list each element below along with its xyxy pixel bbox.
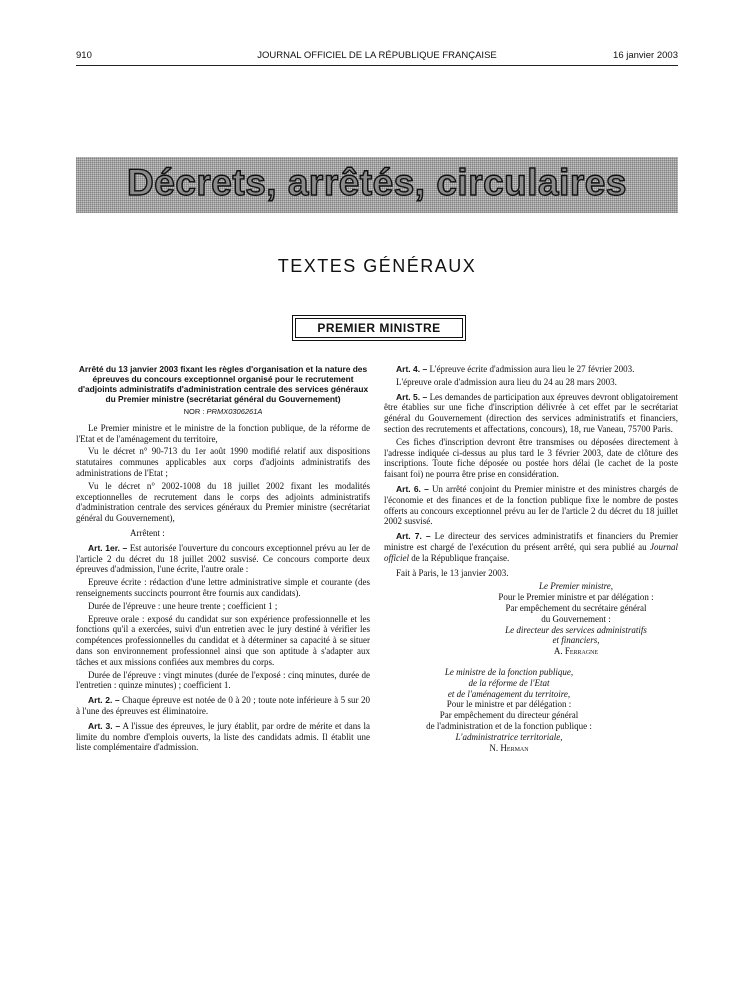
article-text: Les demandes de participation aux épreuves devront obligatoirement être établies sur une fiche d'inscription délivrée à cet effet par le secrétariat général du Gouvernement (direction des services administratifs et financiers, section des recrutements et affectations, concours), 18, rue Vaneau, 75700 Paris. bbox=[384, 391, 678, 434]
arrete-title: Arrêté du 13 janvier 2003 fixant les règles d'organisation et la nature des épreuves du concours exceptionnel organisé pour le recrutement d'adjoints administratifs d'administration centrale des services généraux du Premier ministre (secrétariat général du Gouvernement) bbox=[77, 364, 369, 404]
page-number: 910 bbox=[76, 50, 92, 61]
article-3 bbox=[76, 721, 370, 753]
delegation-line: Par empêchement du directeur général bbox=[439, 710, 579, 721]
signatory-name: N. Herman bbox=[489, 742, 529, 753]
signatory-role: et de l'aménagement du territoire, bbox=[447, 688, 571, 699]
journal-name: Journal officiel bbox=[384, 541, 678, 563]
article-text: Est autorisée l'ouverture du concours exceptionnel prévu au Ier de l'article 2 du décret du 18 juillet 2002 susvisé. Ce concours comporte deux épreuves d'admission, l'une écrite, l'autre orale : bbox=[76, 542, 371, 575]
preamble-paragraph: Le Premier ministre et le ministre de la fonction publique, de la réforme de l'Etat et de l'aménagement du territoire, bbox=[76, 422, 370, 444]
nor-value: PRMX0306261A bbox=[206, 407, 263, 416]
article-1-written-exam: Epreuve écrite : rédaction d'une lettre administrative simple et courante (des renseignements succincts pourront être fournis aux candidats). bbox=[76, 577, 370, 598]
section-banner bbox=[76, 157, 678, 213]
signatory-title: Le directeur des services administratifs bbox=[505, 624, 647, 635]
header-rule bbox=[76, 65, 678, 66]
article-text: L'épreuve écrite d'admission aura lieu le 27 février 2003. bbox=[429, 364, 635, 374]
banner-title: Décrets, arrêtés, circulaires bbox=[127, 162, 627, 203]
article-1-written-duration: Durée de l'épreuve : une heure trente ; coefficient 1 ; bbox=[88, 600, 278, 611]
article-text: Chaque épreuve est notée de 0 à 20 ; toute note inférieure à 5 sur 20 à l'une des épreuves est éliminatoire. bbox=[76, 695, 370, 716]
delegation-line: Par empêchement du secrétaire général bbox=[505, 602, 647, 613]
nor-reference bbox=[76, 407, 370, 418]
article-label: Art. 4. – bbox=[396, 364, 428, 374]
arretent-line: Arrêtent : bbox=[130, 527, 165, 538]
preamble-paragraph: Vu le décret n° 90-713 du 1er août 1990 modifié relatif aux dispositions statutaires communes applicables aux corps d'adjoints administratifs des administrations de l'Etat ; bbox=[76, 446, 370, 478]
article-text-end: de la République française. bbox=[411, 552, 510, 563]
section-heading: TEXTES GÉNÉRAUX bbox=[277, 256, 477, 276]
issue-date: 16 janvier 2003 bbox=[613, 50, 678, 61]
ministry-label: PREMIER MINISTRE bbox=[317, 321, 441, 335]
journal-title: JOURNAL OFFICIEL DE LA RÉPUBLIQUE FRANÇAISE bbox=[257, 50, 497, 61]
article-text: A l'issue des épreuves, le jury établit, par ordre de mérite et dans la limite du nombre d'emplois ouverts, la liste des candidats admis. Il établit une liste complémentaire d'admission. bbox=[76, 720, 370, 753]
article-5-deadline: Ces fiches d'inscription devront être transmises ou déposées directement à l'adresse indiquée ci-dessus au plus tard le 3 février 2003, date de clôture des inscriptions. Toute fiche déposée ou postée hors délai (le cachet de la poste faisant foi) ne pourra être prise en considération. bbox=[384, 436, 678, 480]
delegation-line: Pour le ministre et par délégation : bbox=[446, 699, 572, 710]
page-header bbox=[76, 50, 678, 64]
article-7 bbox=[384, 531, 678, 563]
signatory-role: Le Premier ministre, bbox=[538, 581, 614, 592]
article-4 bbox=[384, 364, 678, 375]
signing-place-date: Fait à Paris, le 13 janvier 2003. bbox=[396, 567, 509, 578]
article-label: Art. 5. – bbox=[396, 391, 428, 402]
article-label: Art. 7. – bbox=[396, 531, 431, 542]
article-label: Art. 1er. – bbox=[88, 542, 128, 553]
delegation-line: Pour le Premier ministre et par délégation : bbox=[498, 592, 654, 603]
left-column bbox=[76, 364, 370, 755]
signatory-role: de la réforme de l'Etat bbox=[468, 677, 550, 688]
article-1-oral-exam: Epreuve orale : exposé du candidat sur son expérience professionnelle et les fonctions qu'il a exercées, suivi d'un entretien avec le jury destiné à vérifier les compétences professionnelles du candidat et à déterminer sa capacité à se situer dans son environnement professionnel ainsi que son aptitude à s'adapter aux tâches et aux missions confiées aux membres du corps. bbox=[76, 613, 370, 667]
nor-label: NOR : bbox=[183, 407, 205, 416]
article-label: Art. 2. – bbox=[88, 695, 120, 706]
delegation-line: de l'administration et de la fonction publique : bbox=[426, 720, 592, 731]
right-column bbox=[384, 364, 678, 753]
ministry-box bbox=[292, 315, 466, 341]
signatory-role: Le ministre de la fonction publique, bbox=[444, 666, 574, 677]
article-1-oral-duration: Durée de l'épreuve : vingt minutes (durée de l'exposé : cinq minutes, durée de l'entretien : quinze minutes) ; coefficient 1. bbox=[76, 669, 370, 691]
signatory-title: L'administratrice territoriale, bbox=[455, 731, 563, 742]
article-4-oral-date: L'épreuve orale d'admission aura lieu du 24 au 28 mars 2003. bbox=[396, 376, 617, 387]
article-6 bbox=[384, 484, 678, 527]
article-5 bbox=[384, 392, 678, 435]
signature-public-service-minister bbox=[384, 667, 634, 753]
article-2 bbox=[76, 695, 370, 717]
preamble-paragraph: Vu le décret n° 2002-1008 du 18 juillet 2002 fixant les modalités exceptionnelles de recrutement dans le corps des adjoints administratifs d'administration centrale des services généraux du Premier ministre (secrétariat général du Gouvernement), bbox=[76, 480, 370, 524]
signatory-title: et financiers, bbox=[552, 635, 600, 646]
article-text: Un arrêté conjoint du Premier ministre et des ministres chargés de l'économie et des finances et de la fonction publique fixe le nombre de postes offerts au concours exceptionnel prévu au Ier de l'article 2 du décret du 18 juillet 2002 susvisé. bbox=[384, 483, 678, 527]
article-label: Art. 6. – bbox=[396, 483, 429, 494]
signature-prime-minister bbox=[474, 581, 678, 657]
delegation-line: du Gouvernement : bbox=[541, 613, 611, 624]
article-text: Le directeur des services administratifs et financiers du Premier ministre est chargé de l'exécution du présent arrêté, qui sera publié au bbox=[384, 531, 679, 552]
article-1 bbox=[76, 543, 370, 575]
article-label: Art. 3. – bbox=[88, 720, 121, 731]
signatory-name: A. Ferragne bbox=[553, 646, 599, 657]
